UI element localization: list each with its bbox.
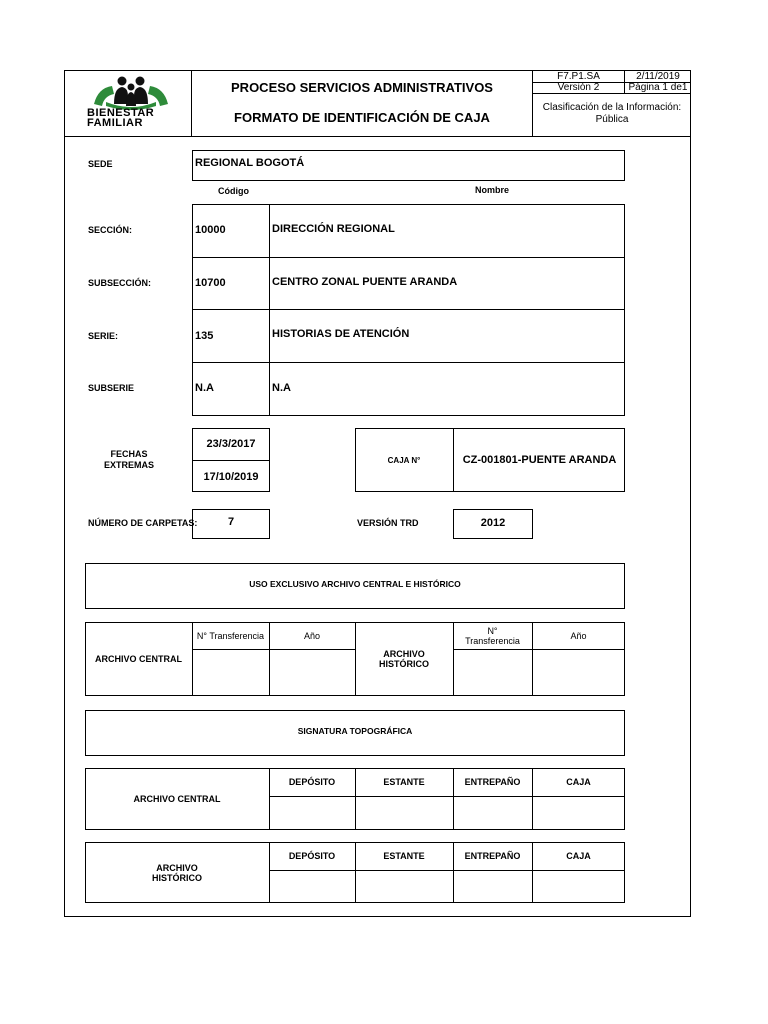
nombre-column-header: Nombre bbox=[475, 185, 510, 195]
subseccion-code: 10700 bbox=[195, 277, 226, 289]
version-trd-label: VERSIÓN TRD bbox=[357, 518, 419, 528]
serie-label: SERIE: bbox=[88, 331, 119, 341]
loc2-header-rule bbox=[269, 870, 625, 871]
loc1-label: ARCHIVO CENTRAL bbox=[133, 794, 221, 804]
logo-text-line2: FAMILIAR bbox=[87, 117, 143, 129]
loc2-deposito-header: DEPÓSITO bbox=[288, 851, 336, 861]
document-code: F7.P1.SA bbox=[557, 70, 600, 82]
fecha-inicial: 23/3/2017 bbox=[206, 438, 256, 450]
uso-exclusivo-title: USO EXCLUSIVO ARCHIVO CENTRAL E HISTÓRICO bbox=[249, 579, 461, 589]
grid-row-rule-3 bbox=[192, 362, 625, 363]
serie-name: HISTORIAS DE ATENCIÓN bbox=[272, 328, 410, 340]
fecha-final: 17/10/2019 bbox=[203, 470, 259, 483]
document-page: Página 1 de1 bbox=[628, 82, 688, 93]
logo-text-line1: BIENESTAR bbox=[87, 107, 155, 119]
document-date: 2/11/2019 bbox=[636, 70, 680, 82]
grid-column-divider bbox=[269, 204, 270, 416]
transfer-year-header: Año bbox=[303, 630, 320, 641]
classification-grid bbox=[192, 204, 625, 416]
version-trd-value: 2012 bbox=[480, 517, 506, 529]
caja-label: CAJA N° bbox=[387, 455, 421, 465]
loc1-caja-header: CAJA bbox=[566, 777, 591, 787]
serie-code: 135 bbox=[195, 330, 214, 342]
codigo-column-header: Código bbox=[218, 186, 249, 196]
loc1-deposito-header: DEPÓSITO bbox=[288, 777, 336, 787]
loc2-caja-header: CAJA bbox=[566, 851, 591, 861]
classification-value: Pública bbox=[595, 113, 629, 125]
loc1-header-rule bbox=[269, 796, 625, 797]
subserie-label: SUBSERIE bbox=[88, 383, 135, 393]
fechas-label-line2: EXTREMAS bbox=[103, 460, 154, 470]
header-bottom-rule bbox=[64, 136, 691, 137]
sede-value: REGIONAL BOGOTÁ bbox=[195, 157, 305, 169]
transfer-header-rule-right bbox=[453, 649, 625, 650]
transfer-number-header-2 bbox=[453, 622, 532, 649]
historico-label-line2: HISTÓRICO bbox=[378, 659, 429, 669]
classification-label: Clasificación de la Información: bbox=[542, 101, 682, 113]
seccion-name: DIRECCIÓN REGIONAL bbox=[272, 223, 395, 235]
transfer-central-label: ARCHIVO CENTRAL bbox=[95, 654, 182, 664]
carpetas-value: 7 bbox=[227, 516, 235, 528]
transfer-header-rule-left bbox=[192, 649, 355, 650]
document-version: Versión 2 bbox=[557, 82, 600, 93]
caja-value: CZ-001801-PUENTE ARANDA bbox=[462, 454, 617, 466]
fechas-label-line1: FECHAS bbox=[110, 449, 148, 459]
historico-label-line1: ARCHIVO bbox=[383, 649, 425, 659]
subseccion-name: CENTRO ZONAL PUENTE ARANDA bbox=[272, 276, 458, 288]
subserie-name: N.A bbox=[272, 382, 291, 394]
carpetas-label: NÚMERO DE CARPETAS: bbox=[88, 518, 198, 528]
logo-figures-icon bbox=[84, 74, 178, 110]
header-meta-rule2 bbox=[532, 93, 691, 94]
fechas-extremas-label bbox=[88, 446, 170, 474]
loc2-label-line1: ARCHIVO bbox=[156, 862, 198, 873]
sede-label: SEDE bbox=[88, 159, 113, 169]
loc1-estante-header: ESTANTE bbox=[383, 777, 425, 787]
transfer-number-header: N° Transferencia bbox=[196, 630, 265, 641]
seccion-code: 10000 bbox=[195, 224, 226, 236]
loc2-estante-header: ESTANTE bbox=[383, 851, 425, 861]
grid-row-rule-2 bbox=[192, 309, 625, 310]
seccion-label: SECCIÓN: bbox=[88, 225, 133, 235]
transfer-year-header-2: Año bbox=[570, 630, 587, 641]
loc2-label bbox=[85, 842, 269, 903]
transfer-historico-label bbox=[355, 622, 453, 696]
transfer-header2-line1: N° bbox=[487, 625, 498, 636]
signatura-title: SIGNATURA TOPOGRÁFICA bbox=[297, 726, 413, 736]
loc2-entrepano-header: ENTREPAÑO bbox=[464, 851, 521, 861]
process-title: PROCESO SERVICIOS ADMINISTRATIVOS bbox=[231, 79, 493, 95]
bienestar-familiar-logo bbox=[84, 74, 178, 132]
transfer-header2-line2: Transferencia bbox=[465, 635, 520, 646]
loc1-entrepano-header: ENTREPAÑO bbox=[464, 777, 521, 787]
subserie-code: N.A bbox=[195, 382, 214, 394]
loc2-label-line2: HISTÓRICO bbox=[151, 872, 202, 883]
form-title: FORMATO DE IDENTIFICACIÓN DE CAJA bbox=[234, 109, 490, 125]
grid-row-rule-1 bbox=[192, 257, 625, 258]
subseccion-label: SUBSECCIÓN: bbox=[88, 278, 152, 288]
